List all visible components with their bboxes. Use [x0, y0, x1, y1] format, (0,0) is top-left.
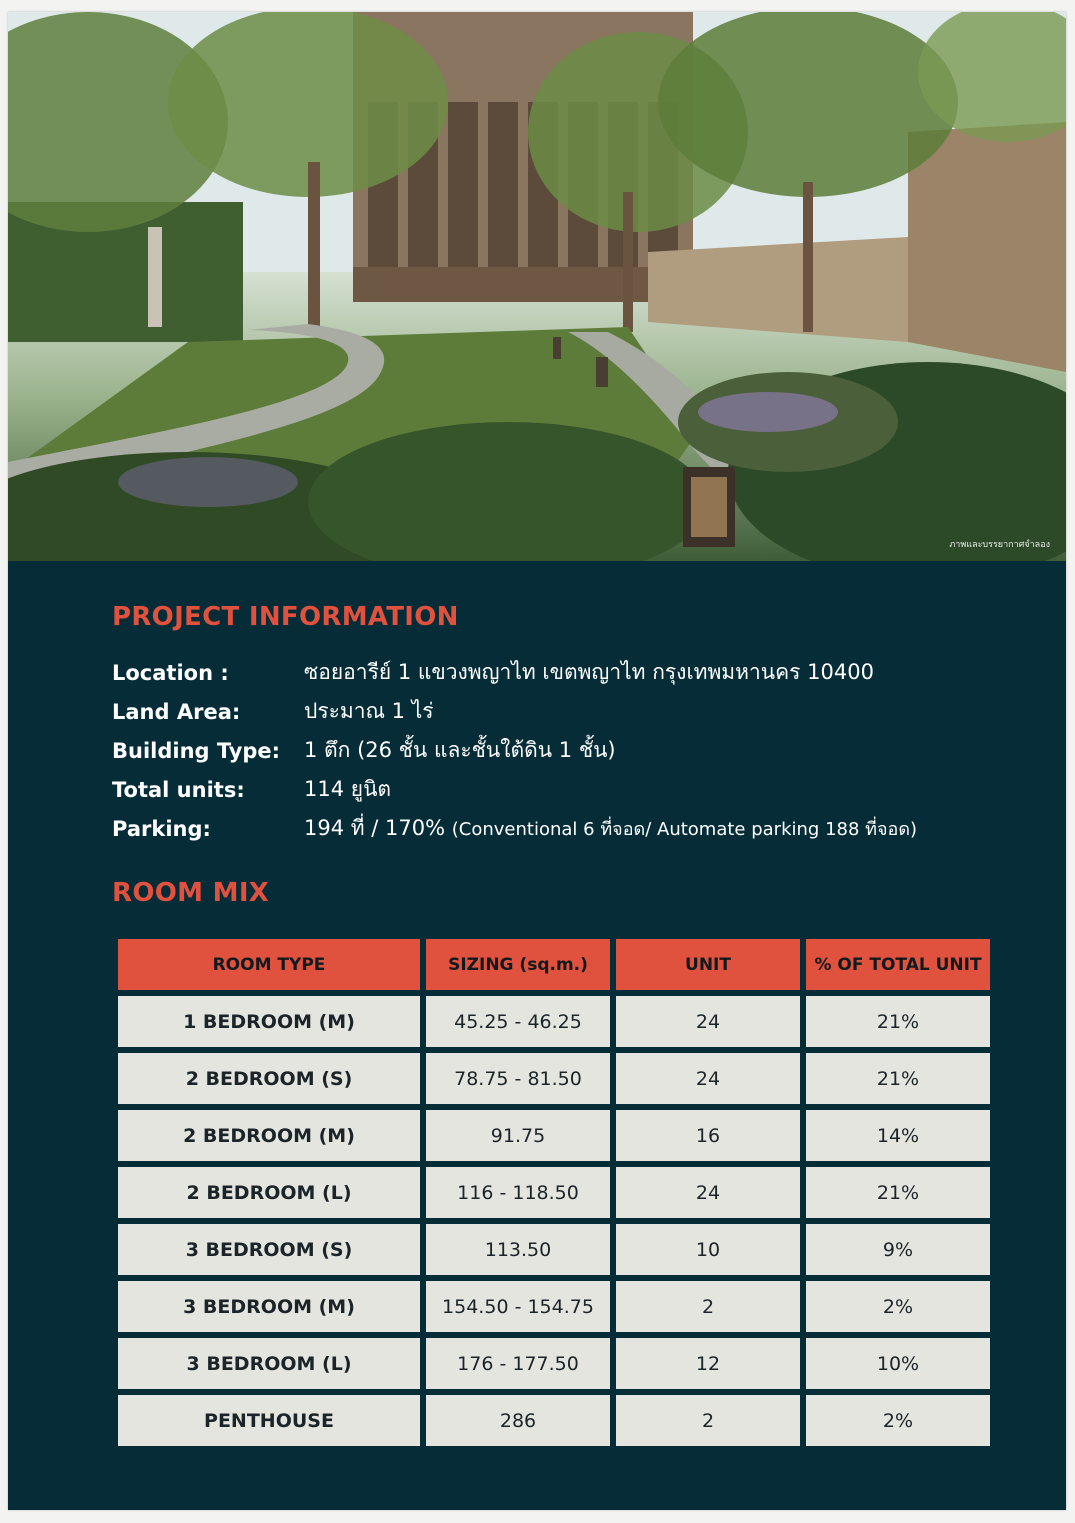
unit-cell: 2: [616, 1281, 800, 1332]
room-type-cell: 2 BEDROOM (S): [118, 1053, 420, 1104]
percent-cell: 2%: [806, 1281, 990, 1332]
percent-cell: 14%: [806, 1110, 990, 1161]
percent-cell: 9%: [806, 1224, 990, 1275]
location-label: Location :: [112, 660, 229, 685]
percent-cell: 21%: [806, 1167, 990, 1218]
unit-cell: 2: [616, 1395, 800, 1446]
room-type-cell: 3 BEDROOM (M): [118, 1281, 420, 1332]
table-row: [118, 1395, 990, 1446]
table-row: [118, 1338, 990, 1389]
sizing-cell: 154.50 - 154.75: [426, 1281, 610, 1332]
sizing-cell: 91.75: [426, 1110, 610, 1161]
total-units-row: [112, 770, 1042, 809]
percent-cell: 21%: [806, 1053, 990, 1104]
table-row: [118, 996, 990, 1047]
sizing-cell: 45.25 - 46.25: [426, 996, 610, 1047]
building-type-row: [112, 731, 1042, 770]
parking-row: [112, 809, 1042, 848]
land-area-value: ประมาณ 1 ไร่: [304, 699, 434, 723]
parking-label: Parking:: [112, 816, 211, 841]
project-information-heading: PROJECT INFORMATION: [112, 602, 459, 632]
project-information-list: [112, 653, 1042, 848]
sizing-cell: 286: [426, 1395, 610, 1446]
table-row: [118, 1281, 990, 1332]
table-row: [118, 1224, 990, 1275]
table-row: [118, 1167, 990, 1218]
unit-cell: 16: [616, 1110, 800, 1161]
room-type-cell: 1 BEDROOM (M): [118, 996, 420, 1047]
table-row: [118, 1053, 990, 1104]
unit-cell: 24: [616, 1053, 800, 1104]
room-type-cell: PENTHOUSE: [118, 1395, 420, 1446]
sizing-cell: 176 - 177.50: [426, 1338, 610, 1389]
parking-count: 194 ที่ / 170%: [304, 816, 446, 840]
sizing-cell: 78.75 - 81.50: [426, 1053, 610, 1104]
percent-cell: 10%: [806, 1338, 990, 1389]
column-header-unit: UNIT: [616, 939, 800, 990]
room-type-cell: 3 BEDROOM (S): [118, 1224, 420, 1275]
percent-cell: 21%: [806, 996, 990, 1047]
unit-cell: 12: [616, 1338, 800, 1389]
building-type-value: 1 ตึก (26 ชั้น และชั้นใต้ดิน 1 ชั้น): [304, 738, 616, 762]
total-units-label: Total units:: [112, 777, 245, 802]
land-area-row: [112, 692, 1042, 731]
sizing-cell: 116 - 118.50: [426, 1167, 610, 1218]
location-row: [112, 653, 1042, 692]
room-mix-heading: ROOM MIX: [112, 878, 270, 908]
parking-value: [304, 812, 917, 845]
brochure-page: [8, 12, 1066, 1510]
table-row: [118, 1110, 990, 1161]
garden-rendering-image: [8, 12, 1066, 561]
parking-note: (Conventional 6 ที่จอด/ Automate parking 188 ที่จอด): [451, 819, 918, 840]
room-type-cell: 3 BEDROOM (L): [118, 1338, 420, 1389]
room-type-cell: 2 BEDROOM (M): [118, 1110, 420, 1161]
column-header-room-type: ROOM TYPE: [118, 939, 420, 990]
image-caption: ภาพและบรรยากาศจำลอง: [949, 540, 1050, 550]
building-type-label: Building Type:: [112, 738, 281, 763]
location-value: ซอยอารีย์ 1 แขวงพญาไท เขตพญาไท กรุงเทพมหานคร 10400: [304, 660, 874, 684]
room-type-cell: 2 BEDROOM (L): [118, 1167, 420, 1218]
percent-cell: 2%: [806, 1395, 990, 1446]
unit-cell: 24: [616, 1167, 800, 1218]
sizing-cell: 113.50: [426, 1224, 610, 1275]
room-mix-table: [112, 933, 996, 1452]
column-header-percent: % OF TOTAL UNIT: [806, 939, 990, 990]
column-header-sizing: SIZING (sq.m.): [426, 939, 610, 990]
garden-illustration: [8, 12, 1066, 561]
total-units-value: 114 ยูนิต: [304, 777, 392, 801]
unit-cell: 24: [616, 996, 800, 1047]
unit-cell: 10: [616, 1224, 800, 1275]
land-area-label: Land Area:: [112, 699, 241, 724]
table-header-row: [118, 939, 990, 990]
